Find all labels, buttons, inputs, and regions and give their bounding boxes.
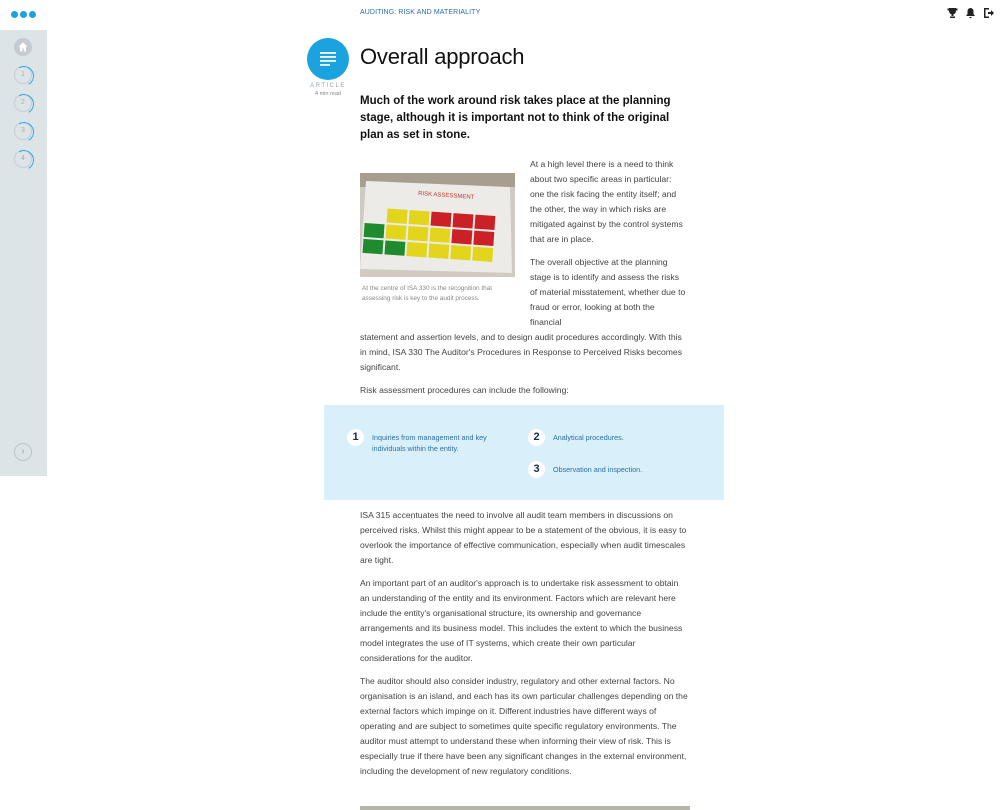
lesson-button-3[interactable]: 3 (14, 122, 32, 140)
step-text: Inquiries from management and key individuals within the entity. (372, 433, 487, 453)
home-icon (18, 42, 28, 52)
brand-logo[interactable] (11, 11, 36, 18)
bell-icon[interactable] (965, 7, 976, 19)
procedures-panel (324, 405, 724, 500)
paragraph-5: An important part of an auditor's approach is to undertake risk assessment to obtain an understanding of the entity and its environment. Factors which are relevant here include the entity's organisational structure, its ownership and governance arrangements and its business model. This includes the extent to which the business model integrates the use of IT systems, which create their own particular considerations for the auditor. (360, 578, 683, 663)
step-number: 1 (347, 429, 364, 446)
step-text: Observation and inspection. (553, 465, 643, 474)
paragraph-4: ISA 315 accentuates the need to involve all audit team members in discussions on perceived risks. Whilst this might appear to be a statement of the obvious, it is easy to overlook the importance of effective communication, especially when audit timescales are tight. (360, 510, 687, 565)
next-image-edge (360, 806, 690, 810)
top-bar (0, 0, 1000, 30)
step-item-1 (347, 429, 502, 454)
step-number: 2 (528, 429, 545, 446)
lesson-sidebar (0, 30, 47, 476)
paragraph-6: The auditor should also consider industry, regulatory and other external factors. No organisation is an island, and each has its own particular challenges depending on the external factors which impinge on it. Different industries have different ways of operating and are subject to sometimes quite specific regulatory environments. The auditor must attempt to understand these when informing their view of risk. This is especially true if there have been any significant changes in the external environment, including the development of new regulatory conditions. (360, 676, 688, 776)
paragraph-2a: The overall objective at the planning stage is to identify and assess the risks of material misstatement, whether due to fraud or error, looking at both the financial (530, 257, 686, 327)
lesson-button-2[interactable]: 2 (14, 94, 32, 112)
figure (360, 173, 515, 304)
step-item-3 (528, 461, 683, 478)
article-badge (307, 38, 349, 80)
document-lines-icon (320, 52, 336, 66)
breadcrumb[interactable]: AUDITING: RISK AND MATERIALITY (360, 9, 481, 16)
image-heading: RISK ASSESSMENT (417, 191, 475, 201)
home-button[interactable] (14, 38, 32, 56)
step-item-2 (528, 429, 683, 446)
next-button[interactable] (14, 443, 32, 461)
article-type-label: ARTICLE (310, 83, 346, 89)
lead-paragraph: Much of the work around risk takes place at the planning stage, although it is important not to think of the original plan as set in stone. (360, 95, 671, 141)
step-text: Analytical procedures. (553, 433, 624, 442)
paragraph-2b: statement and assertion levels, and to design audit procedures accordingly. With this in mind, ISA 330 The Auditor's Procedures in Response to Perceived Risks becomes significant. (360, 332, 683, 372)
sign-out-icon[interactable] (983, 7, 994, 19)
page-title: Overall approach (360, 44, 525, 69)
lesson-button-1[interactable]: 1 (14, 66, 32, 84)
read-time: 4 min read (315, 91, 341, 97)
lesson-button-4[interactable]: 4 (14, 150, 32, 168)
figure-caption: At the centre of ISA 330 is the recognition that assessing risk is key to the audit process. (362, 285, 493, 302)
trophy-icon[interactable] (947, 7, 958, 19)
risk-assessment-image (360, 173, 515, 277)
paragraph-3: Risk assessment procedures can include the following: (360, 385, 569, 395)
paragraph-1: At a high level there is a need to think about two specific areas in particular: one the risk facing the entity itself; and the other, the way in which risks are mitigated against by the control systems that are in place. (530, 159, 683, 244)
side-column (530, 157, 688, 338)
top-icons (947, 7, 994, 19)
step-number: 3 (528, 461, 545, 478)
chevron-right-icon: › (21, 446, 25, 457)
